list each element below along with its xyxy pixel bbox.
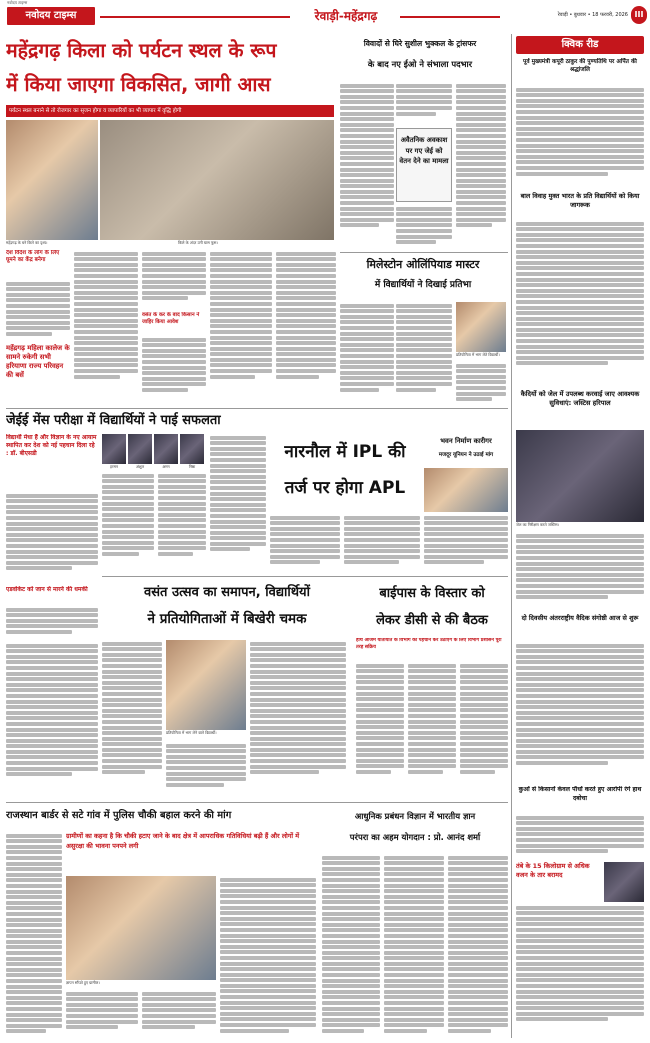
basant-body-col2 xyxy=(166,742,246,798)
border-body-col3 xyxy=(142,990,216,1038)
jee-student-photo-3 xyxy=(154,434,178,464)
jee-sub-head-1: विद्यार्थी मेधा हैं और विज्ञान के नए आयाम स्थापित कर देश को नई पहचान दिला रहे : डॉ. बीएसडी xyxy=(6,434,97,457)
ipl-body-col1 xyxy=(270,514,340,574)
basant-body-col3 xyxy=(250,640,346,798)
jee-headline-text: जेईई मेंस परीक्षा में विद्यार्थियों ने पाई सफलता xyxy=(6,413,221,428)
fort-photo-right xyxy=(100,120,334,240)
lead-sub-head-2: महेंद्रगढ़ महिला कालेज के सामने रुकेगी सभी हरियाणा राज्य परिवहन की बसें xyxy=(6,344,70,379)
jee-student-caption-3: अमन xyxy=(162,464,170,469)
transfer-body-col1 xyxy=(340,82,394,250)
ipl-body-col2 xyxy=(344,514,420,574)
transfer-body-col3 xyxy=(456,82,506,250)
jee-student-photo-1 xyxy=(102,434,126,464)
transfer-headline xyxy=(340,34,500,78)
transfer-pullquote-text: अवैतनिक अवकाश पर गए जेई को वेतन देने का मामला xyxy=(399,136,449,165)
bypass-headline-line2: लेकर डीसी से की बैठक xyxy=(376,613,488,628)
jee-sub-head-2: एडवोकेट को जान से मारने की धमकी xyxy=(6,586,88,593)
lead-body-col3 xyxy=(142,250,206,310)
olympiad-body-col1 xyxy=(340,302,394,408)
advocate-body xyxy=(6,642,98,798)
quick-read-item3-head: कैदियों को जेल में उपलब्ध करवाई जाए आवश्यक सुविधाएं: जस्टिस हरिपाल xyxy=(520,390,640,408)
basant-headline xyxy=(102,580,352,634)
border-body-col1 xyxy=(6,832,62,1038)
lead-body-col1 xyxy=(6,280,70,342)
union-photo xyxy=(424,468,508,512)
lead-headline-line2: में किया जाएगा विकसित, जागी आस xyxy=(6,73,271,96)
jee-body-col1 xyxy=(6,492,98,584)
border-top-rule xyxy=(6,802,508,803)
basant-top-rule xyxy=(102,576,508,577)
science-body-col2 xyxy=(384,854,444,1038)
basant-photo xyxy=(166,640,246,730)
fort-photo-right-caption: किले के अंदर उगी घास फूस। xyxy=(178,240,218,245)
jee-student-caption-2: अंशुल xyxy=(135,464,145,469)
quick-read-item4-body xyxy=(516,642,644,784)
lead-headline-line1: महेंद्रगढ़ किला को पर्यटन स्थल के रूप xyxy=(6,39,277,62)
science-headline xyxy=(322,806,508,850)
basant-headline-line2: ने प्रतियोगिताओं में बिखेरी चमक xyxy=(147,611,307,627)
date-line: रेवाड़ी • बुधवार • 18 फरवरी, 2026 xyxy=(557,12,628,18)
transfer-body-col2b xyxy=(396,205,452,250)
ipl-headline-line1: नारनौल में IPL की xyxy=(284,442,406,462)
fort-photo-left-caption: महेंद्रगढ़ के बने किले का दृश्य। xyxy=(6,240,48,245)
jee-body-col1b xyxy=(6,606,98,640)
page-header xyxy=(0,0,650,30)
bypass-headline xyxy=(356,580,508,636)
science-body-col3 xyxy=(448,854,508,1038)
jee-student-caption-1: हरमन xyxy=(110,464,118,469)
science-body-col1 xyxy=(322,854,380,1038)
lead-body-col3b xyxy=(142,336,206,404)
basant-body-col1 xyxy=(102,640,162,798)
olympiad-headline-line1: मिलेस्टोन ओलिंपियाड मास्टर xyxy=(366,258,480,271)
olympiad-photo-caption: प्रतियोगिता में भाग लेते विद्यार्थी। xyxy=(456,352,500,357)
olympiad-body-col3 xyxy=(456,362,506,408)
border-sub-head: ग्रामीणों का कहना है कि चौकी हटाए जाने के बाद क्षेत्र में आपराधिक गतिविधियां बढ़ी हैं और लोगों में असुरक्षा की भावना पनपने लगी xyxy=(66,832,300,850)
bypass-body-col3 xyxy=(460,662,508,798)
section-name: रेवाड़ी-महेंद्रगढ़ xyxy=(314,9,378,23)
masthead-text: नवोदय टाइम्स xyxy=(25,10,77,21)
lead-body-col4 xyxy=(210,250,272,405)
lead-deck xyxy=(6,105,334,117)
border-body-col4 xyxy=(220,876,316,1038)
lead-sub-head-3: वसंत के कर के बाद किसान ने जाहिर किया आवेश xyxy=(142,312,200,325)
transfer-headline-line2: के बाद नए ईओ ने संभाला पदभार xyxy=(367,59,473,69)
lead-headline xyxy=(6,34,336,104)
bypass-headline-line1: बाईपास के विस्तार को xyxy=(379,586,485,601)
quick-read-item4-head: दो दिवसीय अंतरराष्ट्रीय वैदिक संगोष्ठी आज से शुरू xyxy=(521,614,639,622)
masthead-small-text: नवोदय टाइम्स xyxy=(7,0,28,5)
lead-sub-head-1: देश विदेश के लोग के लिए घूमने का केंद्र बनेगा xyxy=(6,250,60,263)
union-headline-line2: मजदूर यूनियन ने उठाई मांग xyxy=(438,452,494,458)
quick-read-item6-head: तंबे के 15 किलोग्राम से अधिक वजन के तार बरामद xyxy=(516,862,590,879)
jee-student-photo-2 xyxy=(128,434,152,464)
border-headline xyxy=(6,804,316,828)
bypass-sub-head: हाथ आजम यातायात के विभाग को पहचान कर उठाएंगे के लिए विभाग प्रशासन पूरी तरह सक्रिय xyxy=(356,638,502,650)
science-headline-line2: परंपरा का अहम योगदान : प्रो. आनंद शर्मा xyxy=(349,832,481,842)
border-photo-caption: ज्ञापन सौंपते हुए ग्रामीण। xyxy=(66,980,100,985)
page-number-badge: III xyxy=(631,6,647,24)
olympiad-headline-line2: में विद्यार्थियों ने दिखाई प्रतिभा xyxy=(374,280,472,290)
jee-student-photo-4 xyxy=(180,434,204,464)
basant-headline-line1: वसंत उत्सव का समापन, विद्यार्थियों xyxy=(144,585,310,600)
quick-read-item6-photo xyxy=(604,862,644,902)
olympiad-top-rule xyxy=(340,252,508,253)
quick-read-item1-body xyxy=(516,86,644,190)
union-headline-line1: भवन निर्माण कारीगर xyxy=(440,437,492,445)
fort-photo-left xyxy=(6,120,98,240)
border-photo xyxy=(66,876,216,980)
jee-headline xyxy=(6,410,336,432)
transfer-headline-line1: विवादों से घिरे सुशील भुक्कल के ट्रांसफर xyxy=(363,39,477,48)
transfer-pullquote xyxy=(396,128,452,202)
quick-read-item5-body xyxy=(516,814,644,860)
border-body-col2 xyxy=(66,990,138,1038)
quick-read-item2-body xyxy=(516,220,644,388)
jee-body-col3 xyxy=(158,472,206,572)
science-headline-line1: आधुनिक प्रबंधन विज्ञान में भारतीय ज्ञान xyxy=(354,811,476,821)
jee-top-rule xyxy=(6,408,508,409)
ipl-headline-line2: तर्ज पर होगा APL xyxy=(284,478,406,498)
quick-read-jail-photo xyxy=(516,430,644,522)
quick-read-label xyxy=(516,36,644,54)
union-headline xyxy=(424,434,508,466)
union-body xyxy=(424,514,508,574)
quick-read-item3-body xyxy=(516,532,644,612)
basant-photo-caption: प्रतियोगिता में भाग लेने वाले विद्यार्थी। xyxy=(166,730,217,735)
quick-read-divider xyxy=(511,34,512,1038)
quick-read-item1-head: पूर्व मुख्यमंत्री कपूरी ठाकुर की पुण्यतिथि पर अर्पित की श्रद्धांजलि xyxy=(523,59,637,74)
lead-body-col2 xyxy=(74,250,138,405)
quick-read-label-text: क्विक रीड xyxy=(561,39,599,50)
header-rule-right xyxy=(400,16,500,18)
quick-read-jail-caption: जेल का निरीक्षण करते जस्टिस। xyxy=(516,522,560,527)
olympiad-headline xyxy=(340,255,506,299)
header-rule xyxy=(100,16,290,18)
ipl-headline xyxy=(270,434,420,510)
bypass-body-col2 xyxy=(408,662,456,798)
lead-body-col5 xyxy=(276,250,336,405)
quick-read-item2-head: बाल विवाह मुक्त भारत के प्रति विद्यार्थियों को किया जागरूक xyxy=(520,192,640,209)
jee-body-col2 xyxy=(102,472,154,572)
transfer-body-col2 xyxy=(396,82,452,126)
masthead-logo xyxy=(7,7,95,25)
bypass-body-col1 xyxy=(356,662,404,798)
jee-student-caption-4: निष्ठा xyxy=(188,464,196,469)
border-headline-text: राजस्थान बार्डर से सटे गांव में पुलिस चौकी बहाल करने की मांग xyxy=(6,810,232,821)
quick-read-item5-head: कुओं से किसानों केवल पौधों करते हुए आरोपी रंगे हाथ दबोचा xyxy=(518,786,642,802)
olympiad-photo xyxy=(456,302,506,352)
jee-body-col4 xyxy=(210,434,266,572)
olympiad-body-col2 xyxy=(396,302,452,408)
quick-read-item6-body xyxy=(516,904,644,1038)
lead-deck-text: पर्यटन स्थल बनाने से तो रोजगार का सृजन होगा व व्यापारियों का भी व्यापार में वृद्धि होगी xyxy=(9,108,182,114)
